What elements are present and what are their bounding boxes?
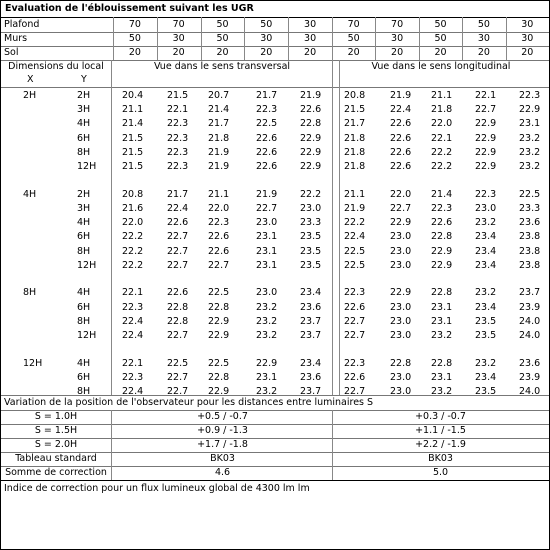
room-y-dimension: 3H <box>77 104 91 116</box>
ugr-value-longitudinal: 23.4 <box>475 259 497 271</box>
variation-transversal: +1.7 / -1.8 <box>197 439 248 450</box>
ugr-value-longitudinal: 22.9 <box>390 287 412 299</box>
correction-sum-label: Somme de correction <box>5 467 107 478</box>
ugr-value-longitudinal: 22.2 <box>431 146 453 158</box>
room-y-dimension: 12H <box>77 330 97 341</box>
ugr-value-transversal: 22.9 <box>300 161 322 172</box>
room-y-dimension: 4H <box>77 357 91 369</box>
ugr-value-longitudinal: 22.7 <box>344 330 366 341</box>
ugr-value-transversal: 22.5 <box>256 118 278 130</box>
room-y-dimension: 8H <box>77 146 91 158</box>
header-value: 50 <box>216 33 229 44</box>
room-y-dimension: 8H <box>77 245 91 257</box>
ugr-value-transversal: 22.3 <box>167 132 189 144</box>
column-divider <box>113 17 114 60</box>
room-x-dimension: 12H <box>23 357 43 369</box>
ugr-value-longitudinal: 23.8 <box>519 259 541 271</box>
ugr-value-longitudinal: 23.0 <box>390 301 412 313</box>
ugr-value-longitudinal: 22.0 <box>390 188 412 200</box>
ugr-value-transversal: 22.8 <box>208 371 230 383</box>
ugr-value-transversal: 22.1 <box>167 104 189 116</box>
column-divider <box>462 17 463 60</box>
ugr-value-transversal: 22.3 <box>256 104 278 116</box>
view-longitudinal-label: Vue dans le sens longitudinal <box>371 61 511 72</box>
ugr-value-transversal: 23.7 <box>300 315 322 327</box>
ugr-value-transversal: 22.6 <box>167 287 189 299</box>
ugr-value-transversal: 22.3 <box>167 146 189 158</box>
ugr-value-transversal: 22.5 <box>208 357 230 369</box>
ugr-value-longitudinal: 22.7 <box>344 315 366 327</box>
ugr-value-transversal: 22.8 <box>300 118 322 130</box>
ugr-value-longitudinal: 23.2 <box>431 386 453 398</box>
ugr-value-transversal: 22.6 <box>167 217 189 229</box>
header-value: 50 <box>347 33 360 44</box>
ugr-value-transversal: 23.1 <box>256 245 278 257</box>
ugr-value-longitudinal: 22.8 <box>431 357 453 369</box>
ugr-value-transversal: 23.1 <box>256 259 278 271</box>
header-value: 30 <box>260 33 273 44</box>
ugr-value-transversal: 22.4 <box>122 386 144 398</box>
ugr-value-transversal: 21.5 <box>122 132 144 144</box>
ugr-value-longitudinal: 23.0 <box>390 330 412 341</box>
ugr-value-transversal: 22.6 <box>256 161 278 172</box>
header-value: 30 <box>304 33 317 44</box>
ugr-value-longitudinal: 22.6 <box>344 371 366 383</box>
ugr-value-transversal: 21.1 <box>208 188 230 200</box>
header-row-label: Plafond <box>4 19 40 30</box>
page-title: Evaluation de l'éblouissement suivant les UGR <box>5 3 254 14</box>
ugr-value-transversal: 23.5 <box>300 245 322 257</box>
ugr-value-transversal: 22.3 <box>167 161 189 172</box>
ugr-value-longitudinal: 22.9 <box>431 259 453 271</box>
ugr-value-transversal: 23.2 <box>256 330 278 341</box>
ugr-value-longitudinal: 20.8 <box>344 90 366 101</box>
room-y-dimension: 8H <box>77 386 91 398</box>
ugr-value-transversal: 22.6 <box>256 132 278 144</box>
ugr-value-transversal: 21.6 <box>122 202 144 214</box>
ugr-value-longitudinal: 24.0 <box>519 315 541 327</box>
ugr-value-longitudinal: 22.5 <box>344 245 366 257</box>
ugr-value-longitudinal: 23.8 <box>519 231 541 243</box>
ugr-value-transversal: 22.7 <box>167 330 189 341</box>
ugr-value-longitudinal: 21.1 <box>431 90 453 101</box>
ugr-value-transversal: 23.2 <box>256 315 278 327</box>
room-y-dimension: 6H <box>77 231 91 243</box>
ugr-value-longitudinal: 22.3 <box>475 188 497 200</box>
correction-footnote: Indice de correction pour un flux lumineux global de 4300 lm lm <box>4 483 310 494</box>
ugr-value-longitudinal: 23.2 <box>519 161 541 172</box>
ugr-value-longitudinal: 22.0 <box>431 118 453 130</box>
ugr-value-transversal: 22.5 <box>167 357 189 369</box>
ugr-value-transversal: 22.4 <box>122 330 144 341</box>
header-value: 50 <box>260 19 273 30</box>
header-row-label: Murs <box>4 33 28 44</box>
header-value: 20 <box>128 47 141 58</box>
ugr-value-longitudinal: 23.0 <box>390 371 412 383</box>
ugr-value-transversal: 22.9 <box>208 330 230 341</box>
header-value: 20 <box>172 47 185 58</box>
ugr-value-transversal: 22.2 <box>122 245 144 257</box>
ugr-value-longitudinal: 22.1 <box>475 90 497 101</box>
ugr-value-transversal: 21.5 <box>167 90 189 101</box>
ugr-value-transversal: 22.7 <box>167 371 189 383</box>
ugr-value-longitudinal: 22.8 <box>390 357 412 369</box>
ugr-value-longitudinal: 22.6 <box>390 146 412 158</box>
ugr-value-transversal: 23.0 <box>256 217 278 229</box>
ugr-value-longitudinal: 22.1 <box>431 132 453 144</box>
ugr-value-transversal: 23.3 <box>300 217 322 229</box>
column-divider <box>111 60 112 395</box>
standard-longitudinal: BK03 <box>428 453 453 464</box>
ugr-value-longitudinal: 22.3 <box>344 287 366 299</box>
header-value: 50 <box>128 33 141 44</box>
header-value: 50 <box>477 19 490 30</box>
room-y-dimension: 2H <box>77 90 91 101</box>
ugr-value-transversal: 22.4 <box>122 315 144 327</box>
column-divider <box>375 17 376 60</box>
ugr-value-transversal: 20.4 <box>122 90 144 101</box>
ugr-value-longitudinal: 23.0 <box>475 202 497 214</box>
header-value: 20 <box>391 47 404 58</box>
ugr-value-longitudinal: 23.4 <box>475 231 497 243</box>
ugr-value-longitudinal: 23.4 <box>475 371 497 383</box>
ugr-value-longitudinal: 23.2 <box>519 146 541 158</box>
ugr-value-longitudinal: 22.6 <box>390 118 412 130</box>
ugr-value-transversal: 21.9 <box>300 90 322 101</box>
ugr-value-longitudinal: 22.3 <box>519 90 541 101</box>
ugr-value-longitudinal: 22.9 <box>475 146 497 158</box>
column-divider <box>332 410 333 480</box>
header-value: 30 <box>172 33 185 44</box>
ugr-value-longitudinal: 21.7 <box>344 118 366 130</box>
ugr-value-longitudinal: 23.2 <box>475 217 497 229</box>
ugr-value-transversal: 22.4 <box>167 202 189 214</box>
header-value: 20 <box>477 47 490 58</box>
ugr-value-transversal: 22.3 <box>122 301 144 313</box>
ugr-value-longitudinal: 21.8 <box>344 161 366 172</box>
ugr-value-transversal: 23.0 <box>300 202 322 214</box>
room-y-dimension: 2H <box>77 188 91 200</box>
ugr-value-longitudinal: 21.8 <box>344 146 366 158</box>
ugr-value-longitudinal: 23.8 <box>519 245 541 257</box>
ugr-value-longitudinal: 23.1 <box>431 315 453 327</box>
ugr-value-transversal: 22.2 <box>122 231 144 243</box>
ugr-value-transversal: 21.9 <box>208 146 230 158</box>
ugr-value-longitudinal: 22.9 <box>475 118 497 130</box>
ugr-value-transversal: 22.7 <box>208 259 230 271</box>
ugr-value-transversal: 22.6 <box>256 146 278 158</box>
ugr-value-transversal: 22.6 <box>208 231 230 243</box>
ugr-value-transversal: 23.6 <box>300 301 322 313</box>
ugr-value-longitudinal: 23.2 <box>519 132 541 144</box>
header-value: 30 <box>477 33 490 44</box>
ugr-value-longitudinal: 23.1 <box>519 118 541 130</box>
ugr-value-longitudinal: 23.0 <box>390 315 412 327</box>
ugr-value-transversal: 23.6 <box>300 371 322 383</box>
ugr-value-longitudinal: 23.2 <box>475 287 497 299</box>
ugr-value-transversal: 23.2 <box>256 301 278 313</box>
ugr-value-longitudinal: 23.1 <box>431 371 453 383</box>
ugr-value-longitudinal: 21.9 <box>390 90 412 101</box>
header-value: 20 <box>260 47 273 58</box>
header-value: 70 <box>128 19 141 30</box>
ugr-value-longitudinal: 23.4 <box>475 301 497 313</box>
ugr-value-longitudinal: 22.3 <box>431 202 453 214</box>
ugr-value-transversal: 22.9 <box>256 357 278 369</box>
ugr-value-transversal: 20.8 <box>122 188 144 200</box>
ugr-value-longitudinal: 24.0 <box>519 386 541 398</box>
ugr-value-longitudinal: 23.3 <box>519 202 541 214</box>
ugr-value-transversal: 22.0 <box>122 217 144 229</box>
ugr-value-transversal: 22.9 <box>300 132 322 144</box>
header-value: 30 <box>391 33 404 44</box>
ugr-value-longitudinal: 22.5 <box>519 188 541 200</box>
ugr-value-transversal: 22.7 <box>167 245 189 257</box>
ugr-value-transversal: 21.9 <box>256 188 278 200</box>
ugr-value-transversal: 22.6 <box>300 104 322 116</box>
column-divider <box>339 60 340 395</box>
ugr-value-transversal: 23.4 <box>300 357 322 369</box>
ugr-value-longitudinal: 23.5 <box>475 330 497 341</box>
ugr-value-transversal: 22.2 <box>122 259 144 271</box>
ugr-value-longitudinal: 22.9 <box>475 132 497 144</box>
ugr-value-transversal: 22.7 <box>167 386 189 398</box>
ugr-value-longitudinal: 23.6 <box>519 217 541 229</box>
correction-longitudinal: 5.0 <box>432 467 449 478</box>
column-divider <box>506 17 507 60</box>
ugr-value-longitudinal: 22.7 <box>475 104 497 116</box>
room-y-dimension: 3H <box>77 202 91 214</box>
ugr-value-transversal: 21.7 <box>167 188 189 200</box>
ugr-value-transversal: 23.4 <box>300 287 322 299</box>
ugr-value-longitudinal: 21.8 <box>431 104 453 116</box>
ugr-value-transversal: 23.5 <box>300 259 322 271</box>
ugr-value-longitudinal: 22.4 <box>390 104 412 116</box>
ugr-value-longitudinal: 22.9 <box>431 245 453 257</box>
standard-transversal: BK03 <box>210 453 235 464</box>
ugr-value-longitudinal: 22.6 <box>344 301 366 313</box>
ugr-value-transversal: 23.2 <box>256 386 278 398</box>
ugr-value-longitudinal: 22.6 <box>431 217 453 229</box>
row-divider <box>1 87 549 88</box>
column-divider <box>332 17 333 60</box>
ugr-value-longitudinal: 21.5 <box>344 104 366 116</box>
ugr-value-longitudinal: 23.2 <box>431 330 453 341</box>
ugr-value-longitudinal: 22.3 <box>344 357 366 369</box>
column-divider <box>201 17 202 60</box>
ugr-value-longitudinal: 23.0 <box>390 386 412 398</box>
header-value: 50 <box>216 19 229 30</box>
ugr-value-transversal: 21.1 <box>122 104 144 116</box>
view-transversal-label: Vue dans le sens transversal <box>153 61 291 72</box>
ugr-value-transversal: 22.2 <box>300 188 322 200</box>
ugr-value-transversal: 22.1 <box>122 357 144 369</box>
header-value: 20 <box>347 47 360 58</box>
header-value: 30 <box>521 19 534 30</box>
ugr-value-transversal: 21.7 <box>208 118 230 130</box>
ugr-value-longitudinal: 22.6 <box>390 161 412 172</box>
room-y-dimension: 8H <box>77 315 91 327</box>
ugr-value-transversal: 22.1 <box>122 287 144 299</box>
ugr-value-longitudinal: 22.5 <box>344 259 366 271</box>
ugr-value-longitudinal: 23.7 <box>519 287 541 299</box>
ugr-value-transversal: 22.3 <box>122 371 144 383</box>
room-y-dimension: 4H <box>77 217 91 229</box>
header-value: 30 <box>304 19 317 30</box>
ugr-value-longitudinal: 23.5 <box>475 315 497 327</box>
header-value: 70 <box>391 19 404 30</box>
header-value: 20 <box>521 47 534 58</box>
ugr-value-transversal: 20.7 <box>208 90 230 101</box>
variation-transversal: +0.5 / -0.7 <box>197 411 248 422</box>
ugr-value-transversal: 22.3 <box>167 118 189 130</box>
ugr-value-longitudinal: 22.7 <box>344 386 366 398</box>
ugr-value-longitudinal: 23.9 <box>519 301 541 313</box>
ugr-value-transversal: 23.5 <box>300 231 322 243</box>
room-y-dimension: 6H <box>77 301 91 313</box>
ugr-value-longitudinal: 22.4 <box>344 231 366 243</box>
variation-longitudinal: +1.1 / -1.5 <box>415 425 466 436</box>
y-label: Y <box>81 74 87 85</box>
ugr-value-transversal: 23.0 <box>256 287 278 299</box>
room-y-dimension: 4H <box>77 118 91 130</box>
x-label: X <box>27 74 34 85</box>
ugr-value-longitudinal: 22.9 <box>390 217 412 229</box>
ugr-value-longitudinal: 23.0 <box>390 231 412 243</box>
ugr-value-transversal: 23.7 <box>300 386 322 398</box>
room-y-dimension: 6H <box>77 132 91 144</box>
ugr-value-transversal: 22.7 <box>256 202 278 214</box>
ugr-value-longitudinal: 23.0 <box>390 259 412 271</box>
room-y-dimension: 12H <box>77 161 97 172</box>
ugr-value-transversal: 21.8 <box>208 132 230 144</box>
variation-transversal: +0.9 / -1.3 <box>197 425 248 436</box>
variation-row-label: S = 1.0H <box>34 411 78 422</box>
ugr-value-transversal: 22.7 <box>167 259 189 271</box>
row-divider <box>1 480 549 481</box>
header-value: 20 <box>304 47 317 58</box>
ugr-value-longitudinal: 22.6 <box>390 132 412 144</box>
variation-row-label: S = 2.0H <box>34 439 78 450</box>
ugr-value-transversal: 22.7 <box>167 231 189 243</box>
ugr-value-longitudinal: 23.4 <box>475 245 497 257</box>
header-value: 50 <box>434 19 447 30</box>
ugr-value-transversal: 21.5 <box>122 146 144 158</box>
ugr-value-transversal: 21.9 <box>208 161 230 172</box>
room-y-dimension: 12H <box>77 259 97 271</box>
ugr-value-longitudinal: 22.2 <box>431 161 453 172</box>
header-value: 70 <box>172 19 185 30</box>
variation-row-label: S = 1.5H <box>34 425 78 436</box>
ugr-value-longitudinal: 23.5 <box>475 386 497 398</box>
ugr-value-longitudinal: 23.9 <box>519 371 541 383</box>
ugr-value-longitudinal: 24.0 <box>519 330 541 341</box>
ugr-value-transversal: 22.9 <box>208 315 230 327</box>
ugr-value-longitudinal: 21.8 <box>344 132 366 144</box>
standard-table-label: Tableau standard <box>15 453 97 464</box>
ugr-value-transversal: 23.1 <box>256 231 278 243</box>
header-value: 30 <box>521 33 534 44</box>
ugr-value-longitudinal: 22.9 <box>475 161 497 172</box>
ugr-value-longitudinal: 21.1 <box>344 188 366 200</box>
ugr-value-longitudinal: 22.8 <box>431 287 453 299</box>
ugr-value-longitudinal: 21.9 <box>344 202 366 214</box>
ugr-value-longitudinal: 23.2 <box>475 357 497 369</box>
ugr-value-transversal: 21.5 <box>122 161 144 172</box>
ugr-value-transversal: 22.0 <box>208 202 230 214</box>
variation-longitudinal: +0.3 / -0.7 <box>415 411 466 422</box>
ugr-value-longitudinal: 23.6 <box>519 357 541 369</box>
ugr-value-transversal: 21.7 <box>256 90 278 101</box>
room-x-dimension: 8H <box>23 287 37 299</box>
column-divider <box>244 17 245 60</box>
ugr-value-transversal: 22.9 <box>300 146 322 158</box>
header-value: 20 <box>434 47 447 58</box>
ugr-value-transversal: 21.4 <box>208 104 230 116</box>
correction-transversal: 4.6 <box>214 467 231 478</box>
dimensions-label: Dimensions du local <box>8 61 104 72</box>
ugr-value-longitudinal: 22.7 <box>390 202 412 214</box>
ugr-value-transversal: 22.8 <box>167 301 189 313</box>
column-divider <box>288 17 289 60</box>
ugr-value-longitudinal: 22.9 <box>519 104 541 116</box>
column-divider <box>332 60 333 395</box>
room-x-dimension: 2H <box>23 90 37 101</box>
ugr-value-transversal: 23.7 <box>300 330 322 341</box>
ugr-value-transversal: 22.8 <box>167 315 189 327</box>
ugr-value-transversal: 21.4 <box>122 118 144 130</box>
header-row-label: Sol <box>4 47 19 58</box>
column-divider <box>111 410 112 480</box>
ugr-value-longitudinal: 21.4 <box>431 188 453 200</box>
variation-longitudinal: +2.2 / -1.9 <box>415 439 466 450</box>
ugr-value-longitudinal: 22.2 <box>344 217 366 229</box>
ugr-value-transversal: 22.8 <box>208 301 230 313</box>
room-y-dimension: 6H <box>77 371 91 383</box>
ugr-value-transversal: 22.6 <box>208 245 230 257</box>
header-value: 50 <box>434 33 447 44</box>
room-x-dimension: 4H <box>23 188 37 200</box>
ugr-value-longitudinal: 23.1 <box>431 301 453 313</box>
header-value: 70 <box>347 19 360 30</box>
ugr-value-transversal: 23.1 <box>256 371 278 383</box>
header-value: 20 <box>216 47 229 58</box>
variation-label: Variation de la position de l'observateur pour les distances entre luminaires S <box>4 397 374 408</box>
column-divider <box>157 17 158 60</box>
ugr-value-transversal: 22.5 <box>208 287 230 299</box>
ugr-value-transversal: 22.3 <box>208 217 230 229</box>
ugr-value-longitudinal: 22.8 <box>431 231 453 243</box>
column-divider <box>419 17 420 60</box>
ugr-value-transversal: 22.9 <box>208 386 230 398</box>
room-y-dimension: 4H <box>77 287 91 299</box>
ugr-value-longitudinal: 23.0 <box>390 245 412 257</box>
